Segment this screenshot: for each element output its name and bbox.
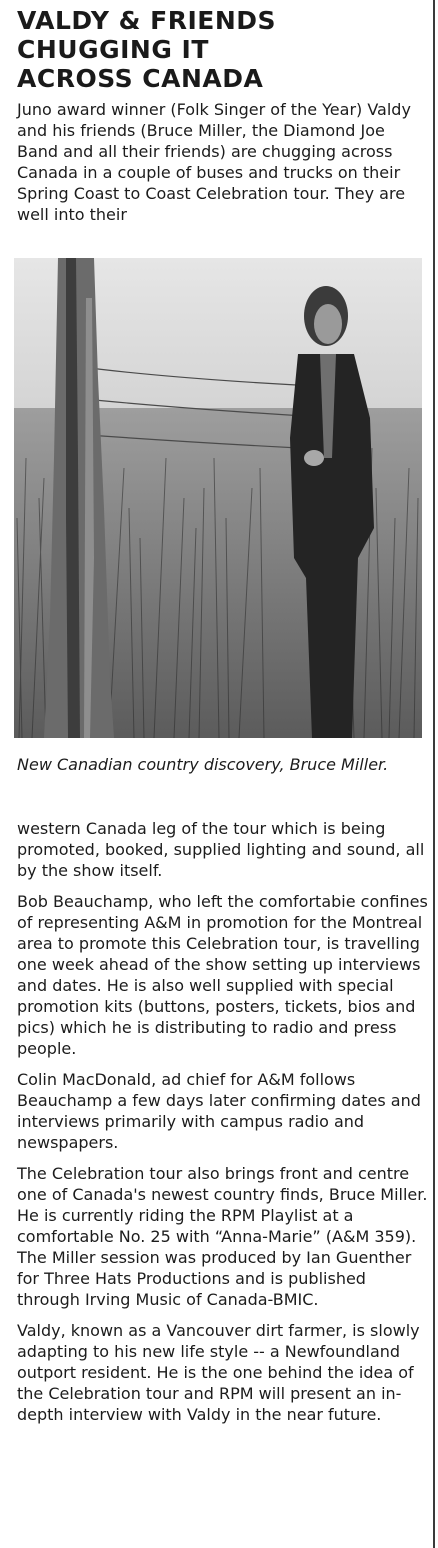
body-paragraph-1: western Canada leg of the tour which is being promoted, booked, supplied lighting and sound, all by the show itself. (17, 819, 425, 880)
article-body (17, 818, 429, 1435)
headline-line-2: CHUGGING IT (17, 35, 209, 64)
body-paragraph-3: Colin MacDonald, ad chief for A&M follows Beauchamp a few days later confirming dates and interviews primarily with campus radio and newspapers. (17, 1070, 421, 1152)
body-paragraph-4: The Celebration tour also brings front and centre one of Canada's newest country finds, Bruce Miller. He is currently riding the RPM Playlist at a comfortable No. 25 with “Anna-Marie” (A&M 359). The Miller session was produced by Ian Guenther for Three Hats Productions and is published through Irving Music of Canada-BMIC. (17, 1164, 428, 1309)
headline-line-1: VALDY & FRIENDS (17, 6, 277, 35)
headline-line-3: ACROSS CANADA (17, 64, 264, 93)
article-header (17, 6, 429, 225)
body-paragraph-2: Bob Beauchamp, who left the comfortabie confines of representing A&M in promotion for the Montreal area to promote this Celebration tour, is travelling one week ahead of the show setting up interviews and dates. He is also well supplied with special promotion kits (buttons, posters, tickets, bios and pics) which he is distributing to radio and press people. (17, 892, 428, 1058)
photo-caption: New Canadian country discovery, Bruce Miller. (17, 755, 389, 774)
body-paragraph-5: Valdy, known as a Vancouver dirt farmer, is slowly adapting to his new life style -- a Newfoundland outport resident. He is the one behind the idea of the Celebration tour and RPM will present an in-depth interview with Valdy in the near future. (17, 1321, 420, 1424)
column-rule (433, 0, 435, 1548)
photo-illustration (14, 258, 422, 738)
article-photo (14, 258, 422, 738)
intro-paragraph: Juno award winner (Folk Singer of the Year) Valdy and his friends (Bruce Miller, the Diamond Joe Band and all their friends) are chugging across Canada in a couple of buses and trucks on their Spring Coast to Coast Celebration tour. They are well into their (17, 100, 411, 224)
headline (17, 6, 429, 93)
